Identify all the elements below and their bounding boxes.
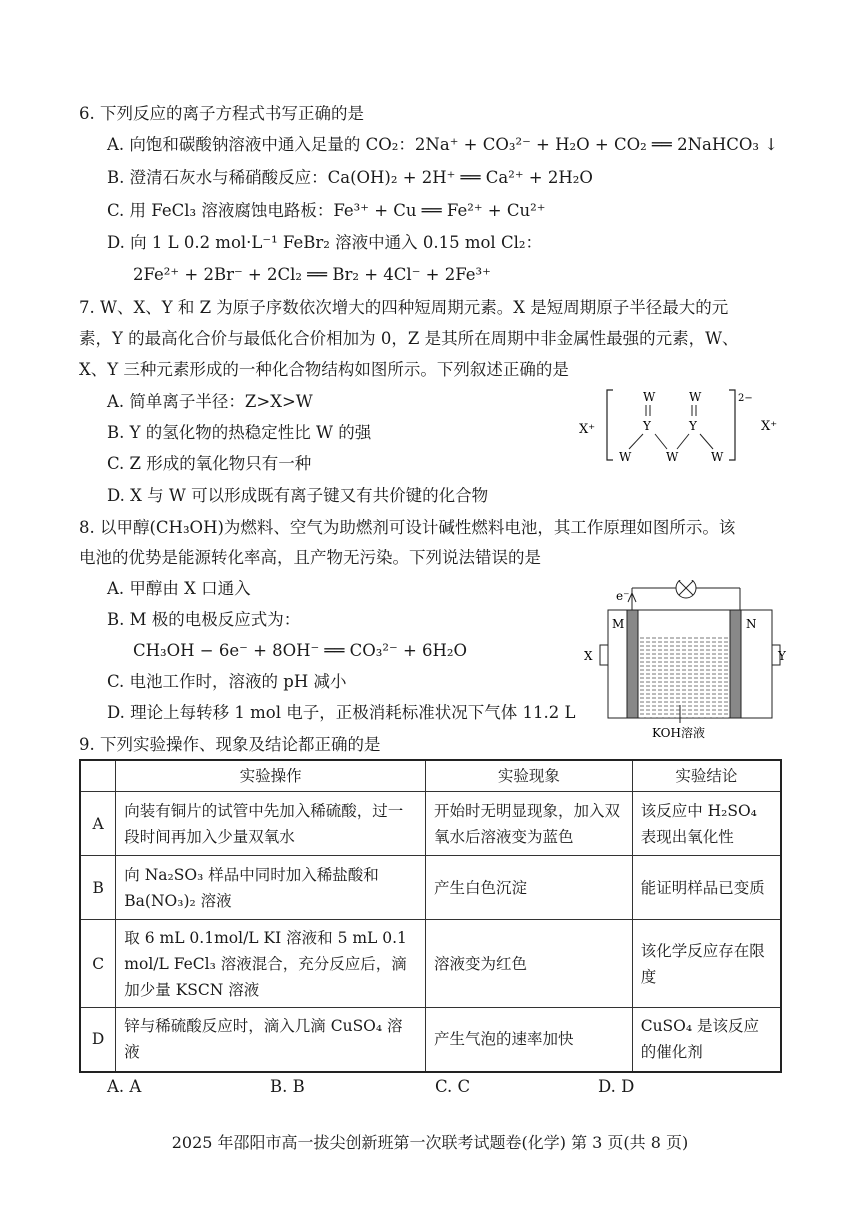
q8-option-a: A. 甲醇由 X 口通入: [107, 579, 251, 598]
q9-option-a: A. A: [107, 1077, 142, 1096]
q8-fuel-cell-diagram: [580, 580, 790, 740]
q7-structure-diagram: [575, 385, 790, 465]
bond-right-mid: [677, 434, 689, 449]
table-row: [80, 856, 781, 920]
port-x-label: X: [584, 649, 593, 663]
electron-label: e⁻: [616, 589, 630, 603]
cell-phenomenon: 开始时无明显现象，加入双氧水后溶液变为蓝色: [425, 792, 632, 856]
electrode-n-label: N: [746, 617, 757, 631]
header-blank: [80, 760, 116, 792]
q8-option-c: C. 电池工作时，溶液的 pH 减小: [107, 672, 347, 691]
table-header-row: [80, 760, 781, 792]
q6-option-a: A. 向饱和碳酸钠溶液中通入足量的 CO₂：2Na⁺ + CO₃²⁻ + H₂O + CO₂ ══ 2NaHCO₃ ↓: [107, 135, 779, 154]
q8-option-d: D. 理论上每转移 1 mol 电子，正极消耗标准状况下气体 11.2 L: [107, 703, 576, 722]
cell-operation: 向 Na₂SO₃ 样品中同时加入稀盐酸和 Ba(NO₃)₂ 溶液: [116, 856, 426, 920]
cell-conclusion: 能证明样品已变质: [632, 856, 781, 920]
page-footer: 2025 年邵阳市高一拔尖创新班第一次联考试题卷(化学) 第 3 页(共 8 页): [171, 1133, 689, 1152]
q9-stem: 9. 下列实验操作、现象及结论都正确的是: [79, 735, 381, 754]
atom-y-left: Y: [643, 419, 651, 433]
q7-option-b: B. Y 的氢化物的热稳定性比 W 的强: [107, 423, 372, 442]
q6-stem: 6. 下列反应的离子方程式书写正确的是: [79, 104, 364, 123]
row-label: C: [80, 920, 116, 1008]
table-row: [80, 1008, 781, 1072]
cell-phenomenon: 溶液变为红色: [425, 920, 632, 1008]
port-x: [600, 645, 608, 665]
atom-w-bottom-right: W: [711, 450, 724, 464]
q6-option-b: B. 澄清石灰水与稀硝酸反应：Ca(OH)₂ + 2H⁺ ══ Ca²⁺ + 2H₂O: [107, 168, 593, 187]
electrode-n: [730, 610, 741, 718]
q8-stem-line2: 电池的优势是能源转化率高，且产物无污染。下列说法错误的是: [79, 548, 541, 567]
q7-stem-line1: 7. W、X、Y 和 Z 为原子序数依次增大的四种短周期元素。X 是短周期原子半径最大的元: [79, 298, 729, 317]
electrode-m: [627, 610, 638, 718]
q7-option-a: A. 简单离子半径：Z>X>W: [107, 392, 313, 411]
atom-w-bottom-mid: W: [666, 450, 679, 464]
bond-right-w: [700, 434, 713, 449]
atom-w-top-right: W: [689, 390, 702, 404]
cell-conclusion: 该化学反应存在限度: [632, 920, 781, 1008]
table-row: [80, 792, 781, 856]
q6-option-c: C. 用 FeCl₃ 溶液腐蚀电路板：Fe³⁺ + Cu ══ Fe²⁺ + Cu²⁺: [107, 201, 546, 220]
q7-stem-line3: X、Y 三种元素形成的一种化合物结构如图所示。下列叙述正确的是: [79, 360, 569, 379]
table-row: [80, 920, 781, 1008]
header-conclusion: 实验结论: [632, 760, 781, 792]
bond-left-w: [629, 434, 643, 449]
cation-left: X⁺: [579, 422, 596, 437]
atom-w-bottom-left: W: [619, 450, 632, 464]
q7-option-d: D. X 与 W 可以形成既有离子键又有共价键的化合物: [107, 486, 489, 505]
header-operation: 实验操作: [116, 760, 426, 792]
row-label: A: [80, 792, 116, 856]
cell-phenomenon: 产生白色沉淀: [425, 856, 632, 920]
q8-stem-line1: 8. 以甲醇(CH₃OH)为燃料、空气为助燃剂可设计碱性燃料电池，其工作原理如图所示。该: [79, 518, 736, 537]
q9-option-d: D. D: [598, 1077, 635, 1096]
atom-w-top-left: W: [643, 390, 656, 404]
cell-phenomenon: 产生气泡的速率加快: [425, 1008, 632, 1072]
row-label: D: [80, 1008, 116, 1072]
q9-option-c: C. C: [435, 1077, 471, 1096]
q9-experiment-table: [79, 759, 782, 1073]
koh-solution: [638, 635, 730, 718]
q6-option-d-equation: 2Fe²⁺ + 2Br⁻ + 2Cl₂ ══ Br₂ + 4Cl⁻ + 2Fe³⁺: [133, 265, 491, 284]
cell-conclusion: 该反应中 H₂SO₄ 表现出氧化性: [632, 792, 781, 856]
bracket-left: [607, 390, 613, 460]
koh-label: KOH溶液: [652, 726, 705, 740]
cell-operation: 锌与稀硫酸反应时，滴入几滴 CuSO₄ 溶液: [116, 1008, 426, 1072]
atom-y-right: Y: [689, 419, 697, 433]
row-label: B: [80, 856, 116, 920]
cell-operation: 取 6 mL 0.1mol/L KI 溶液和 5 mL 0.1 mol/L FeCl₃ 溶液混合，充分反应后，滴加少量 KSCN 溶液: [116, 920, 426, 1008]
electrode-m-label: M: [612, 617, 625, 631]
cation-right: X⁺: [761, 419, 778, 434]
q9-option-b: B. B: [270, 1077, 305, 1096]
port-y-label: Y: [778, 649, 786, 663]
q6-option-d: D. 向 1 L 0.2 mol·L⁻¹ FeBr₂ 溶液中通入 0.15 mol Cl₂：: [107, 233, 542, 252]
cell-operation: 向装有铜片的试管中先加入稀硫酸，过一段时间再加入少量双氧水: [116, 792, 426, 856]
bond-left-mid: [655, 434, 667, 449]
anion-charge: 2−: [738, 393, 753, 404]
header-phenomenon: 实验现象: [425, 760, 632, 792]
bulb-icon: [676, 580, 696, 598]
q8-option-b-equation: CH₃OH − 6e⁻ + 8OH⁻ ══ CO₃²⁻ + 6H₂O: [133, 641, 468, 660]
bracket-right: [729, 390, 735, 460]
q7-option-c: C. Z 形成的氧化物只有一种: [107, 454, 312, 473]
cell-conclusion: CuSO₄ 是该反应的催化剂: [632, 1008, 781, 1072]
q8-option-b: B. M 极的电极反应式为：: [107, 610, 301, 629]
q7-stem-line2: 素，Y 的最高化合价与最低化合价相加为 0，Z 是其所在周期中非金属性最强的元素，W、: [79, 329, 739, 348]
